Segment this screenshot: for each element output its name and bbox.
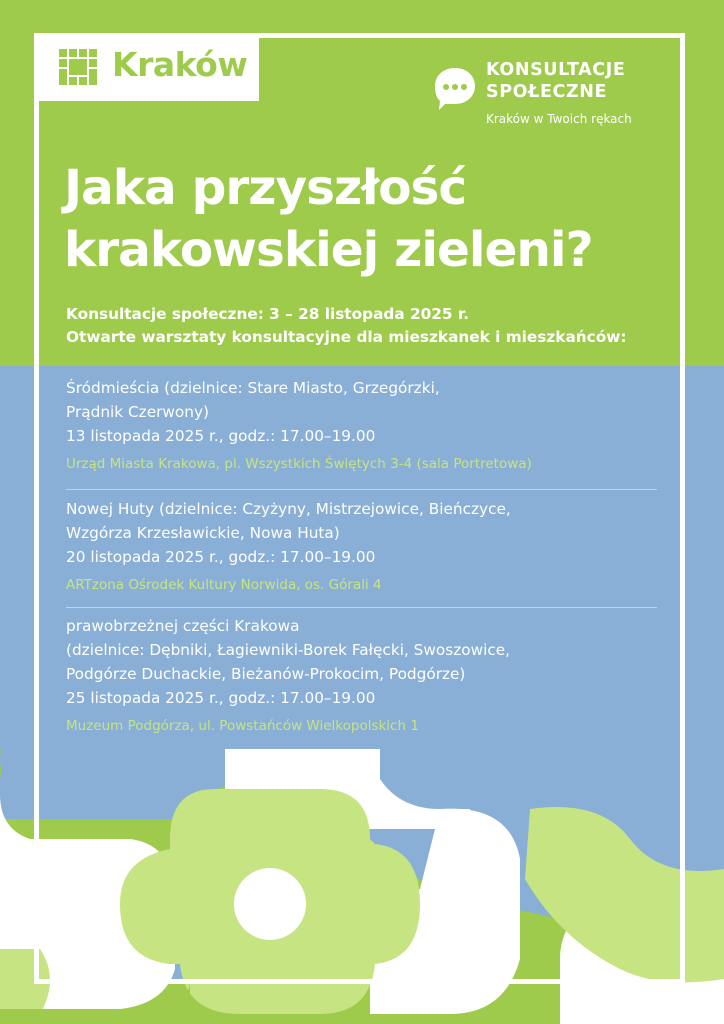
decorative-pattern <box>0 749 724 1024</box>
event-1-line-1: Śródmieścia (dzielnice: Stare Miasto, Grzegórzki, <box>66 379 440 397</box>
event-2-line-1: Nowej Huty (dzielnice: Czyżyny, Mistrzejowice, Bieńczyce, <box>66 500 511 518</box>
speech-bubble-icon <box>433 66 477 112</box>
divider <box>66 489 657 490</box>
intro <box>66 303 627 349</box>
intro-workshops: Otwarte warsztaty konsultacyjne dla mieszkanek i mieszkańców: <box>66 328 627 346</box>
pattern-green-left <box>0 949 50 1014</box>
event-3-line-3: Podgórze Duchackie, Bieżanów-Prokocim, Podgórze) <box>66 665 466 683</box>
event-1-line-2: Prądnik Czerwony) <box>66 403 209 421</box>
intro-dates: Konsultacje społeczne: 3 – 28 listopada 2025 r. <box>66 305 470 323</box>
krakow-logo-icon <box>59 49 97 85</box>
title-line-2: krakowskiej zieleni? <box>64 222 593 278</box>
pattern-white-dot <box>234 868 306 940</box>
event-3-line-1: prawobrzeżnej części Krakowa <box>66 617 300 635</box>
event-item-2 <box>66 497 511 597</box>
event-3-line-2: (dzielnice: Dębniki, Łagiewniki-Borek Fałęcki, Swoszowice, <box>66 641 511 659</box>
event-2-date: 20 listopada 2025 r., godz.: 17.00–19.00 <box>66 548 376 566</box>
title-line-1: Jaka przyszłość <box>64 160 467 216</box>
page-title <box>64 157 593 281</box>
event-1-date: 13 listopada 2025 r., godz.: 17.00–19.00 <box>66 427 376 445</box>
event-item-3 <box>66 614 510 738</box>
event-2-venue: ARTzona Ośrodek Kultury Norwida, os. Górali 4 <box>66 577 382 593</box>
event-2-line-2: Wzgórza Krzesławickie, Nowa Huta) <box>66 524 340 542</box>
event-item-1 <box>66 376 532 476</box>
krakow-logo <box>34 33 259 101</box>
divider <box>66 607 657 608</box>
logo-text: Kraków <box>112 45 248 84</box>
event-1-venue: Urząd Miasta Krakowa, pl. Wszystkich Świętych 3-4 (sala Portretowa) <box>66 456 532 472</box>
event-3-venue: Muzeum Podgórza, ul. Powstańców Wielkopolskich 1 <box>66 718 419 734</box>
badge-line-1: KONSULTACJE <box>486 60 626 80</box>
badge-tagline: Kraków w Twoich rękach <box>486 112 632 126</box>
badge-line-2: SPOŁECZNE <box>486 82 608 102</box>
event-3-date: 25 listopada 2025 r., godz.: 17.00–19.00 <box>66 689 376 707</box>
